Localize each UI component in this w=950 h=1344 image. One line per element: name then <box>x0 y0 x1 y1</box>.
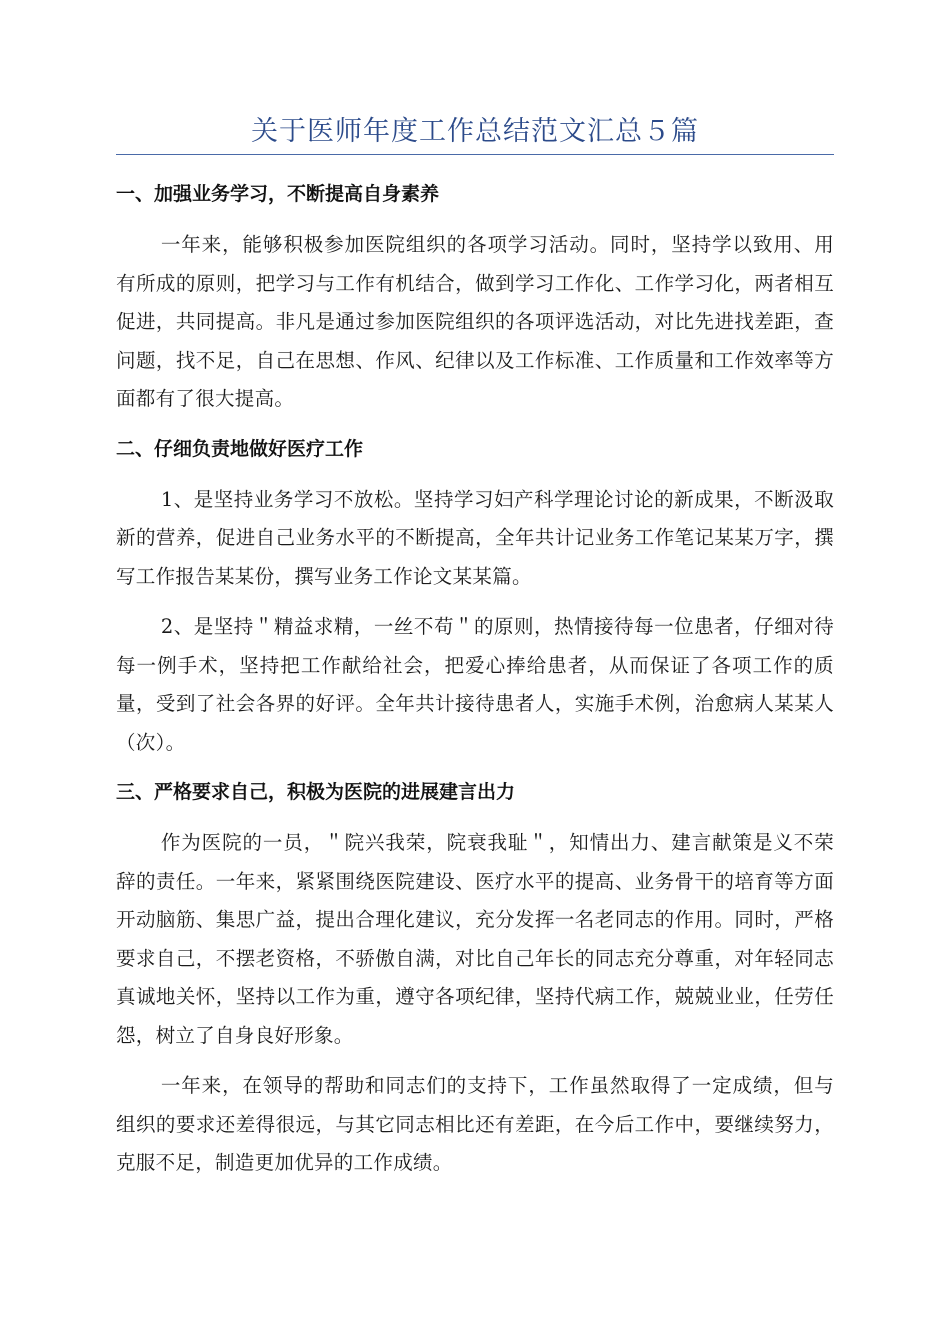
section-heading-1: 一、加强业务学习，不断提高自身素养 <box>116 183 440 205</box>
section-heading-3: 三、严格要求自己，积极为医院的进展建言出力 <box>116 781 516 803</box>
document-body <box>116 176 834 1197</box>
section-2-paragraph-2: 2、是坚持＂精益求精，一丝不苟＂的原则，热情接待每一位患者，仔细对待每一例手术，坚持把工作献给社会，把爱心捧给患者，从而保证了各项工作的质量，受到了社会各界的好评。全年共计接待患者人，实施手术例，治愈病人某某人（次）。 <box>116 615 834 754</box>
section-1-paragraph-1: 一年来，能够积极参加医院组织的各项学习活动。同时，坚持学以致用、用有所成的原则，把学习与工作有机结合，做到学习工作化、工作学习化，两者相互促进，共同提高。非凡是通过参加医院组织的各项评选活动，对比先进找差距，查问题，找不足，自己在思想、作风、纪律以及工作标准、工作质量和工作效率等方面都有了很大提高。 <box>116 233 834 410</box>
section-3-paragraph-2: 一年来，在领导的帮助和同志们的支持下，工作虽然取得了一定成绩，但与组织的要求还差得很远，与其它同志相比还有差距，在今后工作中，要继续努力，克服不足，制造更加优异的工作成绩。 <box>116 1074 834 1174</box>
section-2-paragraph-1: 1、是坚持业务学习不放松。坚持学习妇产科学理论讨论的新成果，不断汲取新的营养，促进自己业务水平的不断提高，全年共计记业务工作笔记某某万字，撰写工作报告某某份，撰写业务工作论文某某篇。 <box>116 487 834 588</box>
section-heading-2: 二、仔细负责地做好医疗工作 <box>116 437 364 460</box>
document-title: 关于医师年度工作总结范文汇总５篇 <box>251 116 699 147</box>
section-3-paragraph-1: 作为医院的一员，＂院兴我荣，院衰我耻＂，知情出力、建言献策是义不荣辞的责任。一年来，紧紧围绕医院建设、医疗水平的提高、业务骨干的培育等方面开动脑筋、集思广益，提出合理化建议，充分发挥一名老同志的作用。同时，严格要求自己，不摆老资格，不骄傲自满，对比自己年长的同志充分尊重，对年轻同志真诚地关怀，坚持以工作为重，遵守各项纪律，坚持代病工作，兢兢业业，任劳任怨，树立了自身良好形象。 <box>116 831 834 1047</box>
title-underline <box>116 154 834 155</box>
